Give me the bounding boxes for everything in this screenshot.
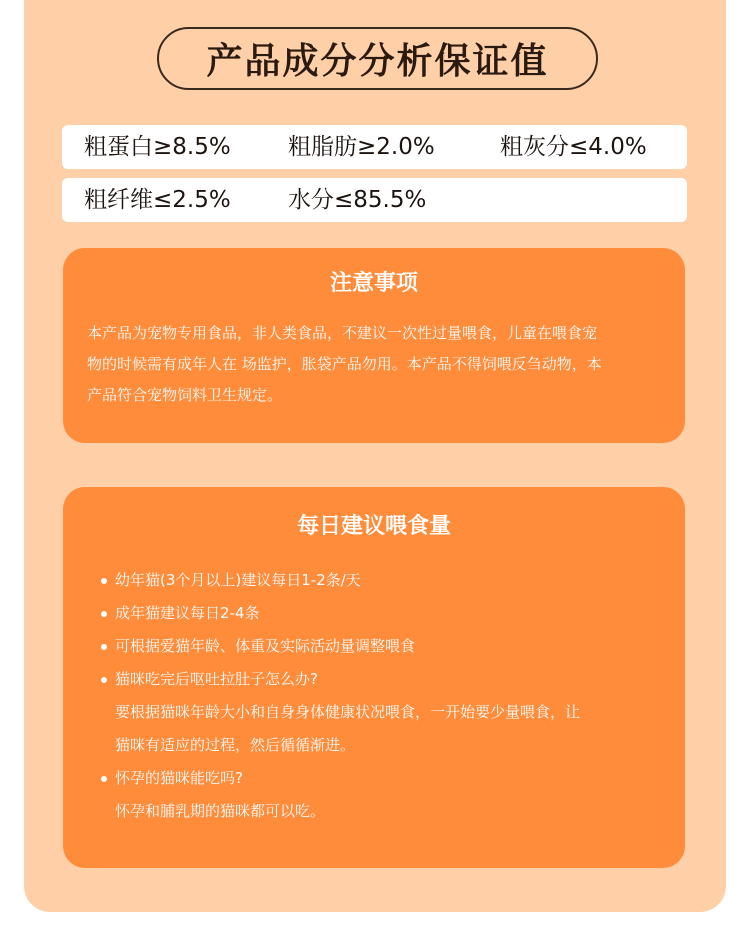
nutrition-row-1 — [62, 125, 687, 169]
feeding-answer-line: 要根据猫咪年龄大小和自身身体健康状况喂食，一开始要少量喂食，让 — [115, 703, 581, 721]
feeding-item-text: 怀孕的猫咪能吃吗? — [115, 769, 243, 787]
nutrition-crude-fat: 粗脂肪≥2.0% — [288, 134, 435, 160]
nutrition-crude-protein: 粗蛋白≥8.5% — [84, 134, 231, 160]
nutrition-crude-ash: 粗灰分≤4.0% — [500, 134, 647, 160]
feeding-item-vomit-question — [101, 663, 661, 696]
notice-body — [87, 318, 667, 411]
feeding-answer-line: 猫咪有适应的过程，然后循循渐进。 — [115, 736, 356, 754]
feeding-item-adult — [101, 597, 661, 630]
feeding-item-kitten — [101, 564, 661, 597]
bullet-dot-icon — [101, 611, 107, 617]
nutrition-moisture: 水分≤85.5% — [288, 187, 427, 213]
feeding-item-text: 成年猫建议每日2-4条 — [115, 604, 260, 622]
section-title-pill — [157, 27, 598, 90]
feeding-answer-line: 怀孕和脯乳期的猫咪都可以吃。 — [115, 802, 326, 820]
notice-line: 物的时候需有成年人在 场监护，胀袋产品勿用。本产品不得饲喂反刍动物，本 — [87, 355, 602, 373]
feeding-title: 每日建议喂食量 — [296, 514, 451, 539]
feeding-item-text: 幼年猫(3个月以上)建议每日1-2条/天 — [115, 571, 361, 589]
feeding-list — [101, 564, 661, 828]
feeding-item-pregnant-question — [101, 762, 661, 795]
nutrition-crude-fiber: 粗纤维≤2.5% — [84, 187, 231, 213]
nutrition-row-2 — [62, 178, 687, 222]
section-title: 产品成分分析保证值 — [206, 41, 549, 82]
notice-title: 注意事项 — [329, 271, 418, 296]
feeding-item-text: 可根据爱猫年龄、体重及实际活动量调整喂食 — [115, 637, 416, 655]
bullet-dot-icon — [101, 578, 107, 584]
notice-line: 产品符合宠物饲料卫生规定。 — [87, 386, 283, 404]
bullet-dot-icon — [101, 644, 107, 650]
notice-card — [63, 248, 685, 443]
bullet-dot-icon — [101, 776, 107, 782]
bullet-dot-icon — [101, 677, 107, 683]
feeding-card — [63, 487, 685, 868]
notice-line: 本产品为宠物专用食品，非人类食品，不建议一次性过量喂食，儿童在喂食宠 — [87, 324, 598, 342]
feeding-item-text: 猫咪吃完后呕吐拉肚子怎么办? — [115, 670, 318, 688]
feeding-item-adjust — [101, 630, 661, 663]
